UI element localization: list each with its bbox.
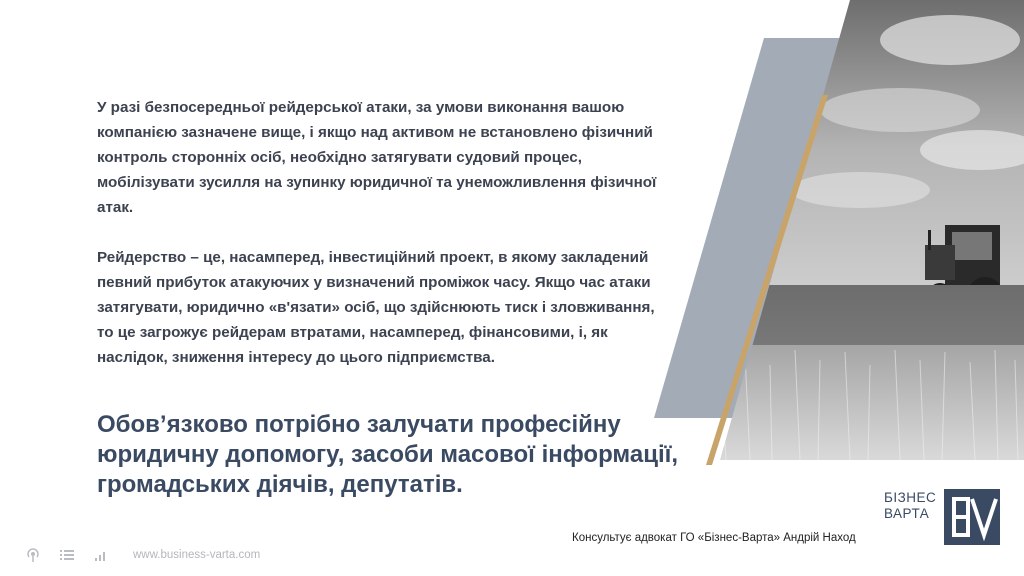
signal-icon[interactable] <box>93 547 109 563</box>
callout-heading: Обов’язково потрібно залучати професійну юридичну допомогу, засоби масової інформації, громадських діячів, депутатів. <box>97 411 679 498</box>
logo-line-1: БІЗНЕС <box>884 490 937 505</box>
logo-wordmark <box>884 490 936 522</box>
body-paragraph-1: У разі безпосередньої рейдерської атаки, за умови виконання вашою компанією зазначене вище, і якщо над активом не встановлено фізичний контроль сторонніх осіб, необхідно затягувати судовий процес, мобілізувати зусилля на зупинку юридичної та унеможливлення фізичної атак. <box>97 99 657 216</box>
logo-line-2: ВАРТА <box>884 506 930 521</box>
website-link[interactable]: www.business-varta.com <box>133 549 261 561</box>
list-icon[interactable] <box>59 547 75 563</box>
consultant-credit: Консультує адвокат ГО «Бізнес-Варта» Андрій Наход <box>572 532 856 544</box>
body-paragraph-2: Рейдерство – це, насамперед, інвестиційний проект, в якому закладений певний прибуток атакуючих у визначений проміжок часу. Якщо час атаки затягувати, юридично «в'язати» осіб, що здійснюють тиск і зловживання, то це загрожує рейдерам втратами, насамперед, фінансовими, і, як наслідок, зниження інтересу до цього підприємства. <box>97 249 655 366</box>
logo-emblem-icon <box>944 489 1000 545</box>
footer-bar <box>25 544 260 566</box>
podcast-icon[interactable] <box>25 547 41 563</box>
